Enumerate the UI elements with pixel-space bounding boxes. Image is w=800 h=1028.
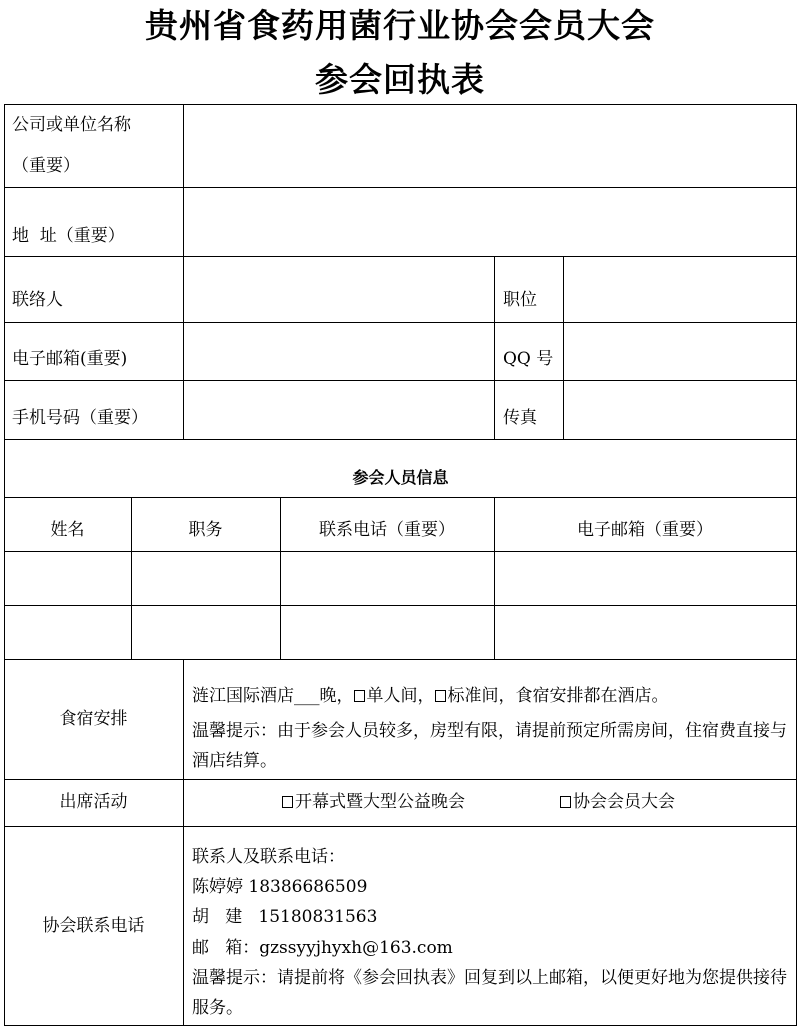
header-title: 职务 <box>188 520 223 540</box>
mobile-label: 手机号码（重要） <box>12 408 148 428</box>
single-room-checkbox[interactable] <box>354 690 365 702</box>
header-phone: 联系电话（重要） <box>319 520 455 540</box>
standard-room-checkbox[interactable] <box>435 690 446 702</box>
company-label: 公司或单位名称 <box>12 115 131 135</box>
lodging-tip: 温馨提示：由于参会人员较多，房型有限，请提前预定所需房间，住宿费直接与酒店结算。 <box>192 721 787 771</box>
standard-room-label: 标准间， <box>447 686 516 706</box>
document-subtitle: 参会回执表 <box>315 60 485 99</box>
contact-tip: 温馨提示：请提前将《参会回执表》回复到以上邮箱，以便更好地为您提供接待服务。 <box>192 968 787 1018</box>
position-label: 职位 <box>503 290 537 310</box>
contact-mailbox: 邮 箱：gzssyyjhyxh@163.com <box>192 938 453 958</box>
gala-checkbox[interactable] <box>282 796 293 808</box>
single-room-label: 单人间， <box>366 686 435 706</box>
lodging-note: 食宿安排都在酒店。 <box>515 686 669 706</box>
activity-option-2 <box>560 790 675 814</box>
lodging-options <box>192 684 669 708</box>
attendee-section-title: 参会人员信息 <box>352 468 449 487</box>
assembly-label: 协会会员大会 <box>573 792 675 812</box>
hotel-text: 涟江国际酒店___晚， <box>192 686 354 706</box>
activity-option-1 <box>282 790 465 814</box>
header-email: 电子邮箱（重要） <box>577 520 713 540</box>
header-name: 姓名 <box>50 520 85 540</box>
email-label: 电子邮箱(重要) <box>12 349 128 369</box>
contact-person-1: 陈婷婷 18386686509 <box>192 877 368 897</box>
contact-person-2: 胡 建 15180831563 <box>192 907 378 927</box>
activities-label: 出席活动 <box>59 792 128 812</box>
qq-label: QQ 号 <box>503 349 554 369</box>
lodging-label: 食宿安排 <box>59 709 128 729</box>
contact-heading: 联系人及联系电话： <box>192 847 345 867</box>
document-title: 贵州省食药用菌行业协会会员大会 <box>145 6 655 45</box>
fax-label: 传真 <box>503 408 537 428</box>
gala-label: 开幕式暨大型公益晚会 <box>295 792 465 812</box>
assembly-checkbox[interactable] <box>560 796 571 808</box>
company-label-note: （重要） <box>12 156 80 176</box>
contact-label: 联络人 <box>12 290 63 310</box>
association-contact-label: 协会联系电话 <box>42 916 145 936</box>
address-label: 地 址（重要） <box>12 226 125 246</box>
